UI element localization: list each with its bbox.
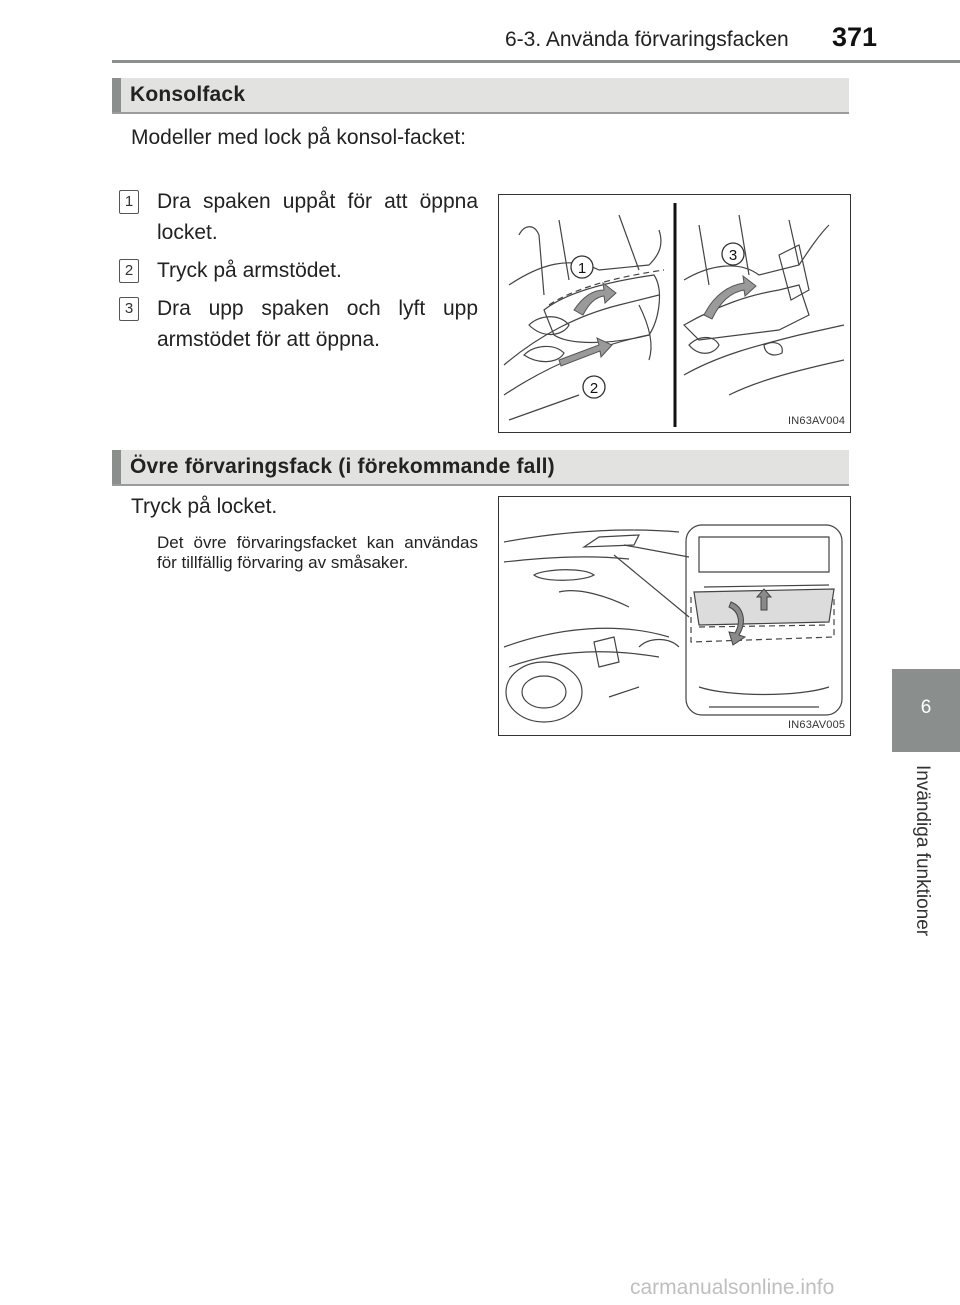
chapter-title: 6-3. Använda förvaringsfacken [505, 28, 789, 51]
figure-code: IN63AV004 [788, 415, 846, 427]
section-title: Övre förvaringsfack (i förekommande fall) [130, 455, 555, 478]
step-number: 3 [119, 297, 139, 321]
overhead-storage-illustration [498, 496, 851, 736]
step-text: Dra upp spaken och lyft upp armstödet för att öppna. [157, 297, 478, 351]
note-text: Det övre förvaringsfacket kan användas för tillfällig förvaring av småsaker. [157, 533, 478, 572]
figure-code: IN63AV005 [788, 719, 846, 731]
overhead-illustration-svg [499, 497, 850, 735]
section-heading-console [112, 78, 849, 114]
chapter-tab-label: Invändiga funktioner [912, 765, 933, 937]
section-title: Konsolfack [130, 83, 246, 106]
section-accent [112, 78, 121, 112]
section-accent [112, 450, 121, 484]
step-number: 2 [119, 259, 139, 283]
page-number: 371 [832, 22, 878, 52]
watermark: carmanualsonline.info [630, 1276, 835, 1299]
header-rule [112, 60, 960, 63]
callout-3: 3 [728, 247, 738, 264]
instruction-text: Tryck på locket. [131, 495, 278, 518]
section-heading-overhead [112, 450, 849, 486]
chapter-tab [892, 669, 960, 751]
step-text: Tryck på armstödet. [157, 259, 342, 282]
chapter-tab-rule [892, 751, 960, 752]
chapter-tab-number: 6 [920, 697, 932, 718]
callout-2: 2 [589, 380, 599, 397]
callout-1: 1 [577, 260, 587, 277]
console-illustration-svg [499, 195, 850, 432]
console-box-illustration [498, 194, 851, 433]
intro-text: Modeller med lock på konsol-facket: [131, 126, 466, 149]
step-text: Dra spaken uppåt för att öppna locket. [157, 190, 478, 244]
step-number: 1 [119, 190, 139, 214]
